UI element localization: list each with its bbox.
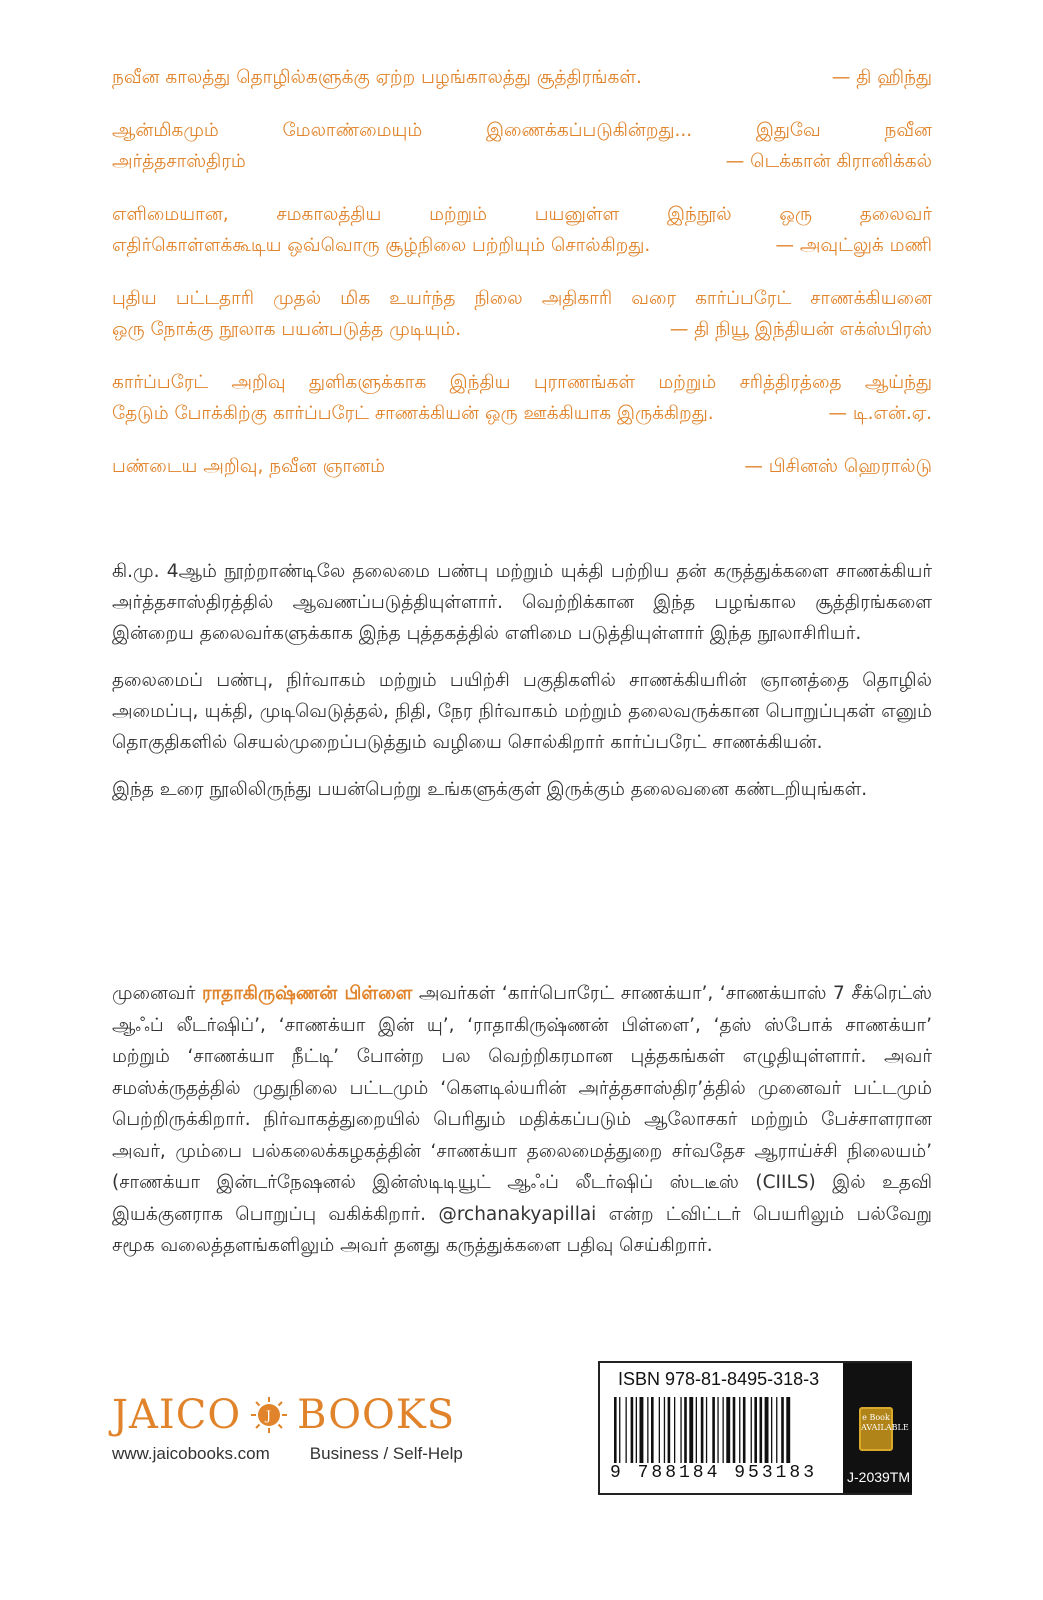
barcode-bar xyxy=(689,1397,693,1463)
barcode-bar xyxy=(771,1397,772,1463)
barcode-bar xyxy=(631,1397,634,1463)
svg-text:J: J xyxy=(266,1409,273,1424)
logo-text-right: BOOKS xyxy=(297,1392,456,1438)
ebook-panel xyxy=(843,1363,912,1493)
barcode-bar xyxy=(765,1397,769,1463)
review-quote: புதிய பட்டதாரி முதல் மிக உயர்ந்த நிலை அதிகாரி வரை கார்ப்பரேட் சாணக்கியனை xyxy=(112,288,932,309)
barcode-bar xyxy=(776,1397,777,1463)
barcode-bar xyxy=(786,1397,790,1463)
barcode-bar xyxy=(726,1397,730,1463)
synopsis-paragraph: இந்த உரை நூலிலிருந்து பயன்பெற்று உங்களுக்குள் இருக்கும் தலைவனை கண்டறியுங்கள். xyxy=(112,779,868,800)
catalog-code: J-2039TM xyxy=(847,1469,911,1485)
reviews-section xyxy=(112,62,932,504)
ebook-available-icon: e Book AVAILABLE xyxy=(859,1407,893,1451)
isbn-barcode-box xyxy=(598,1361,912,1495)
barcode-bar xyxy=(754,1397,757,1463)
review-item xyxy=(112,62,932,93)
sun-logo-icon xyxy=(249,1395,289,1435)
publisher-block xyxy=(112,1392,512,1464)
review-item xyxy=(112,367,932,429)
barcode-bar xyxy=(739,1397,740,1463)
publisher-info xyxy=(112,1444,512,1464)
barcode-bar xyxy=(743,1397,746,1463)
barcode-bar xyxy=(626,1397,627,1463)
review-source: — பிசினஸ் ஹெரால்டு xyxy=(744,456,932,477)
barcode-bar xyxy=(696,1397,697,1463)
barcode-bar xyxy=(684,1397,687,1463)
barcode-bar xyxy=(723,1397,724,1463)
barcode-bar xyxy=(706,1397,707,1463)
barcode-bar xyxy=(640,1397,644,1463)
barcode-bar xyxy=(674,1397,675,1463)
synopsis-section xyxy=(112,556,932,821)
barcode-bar xyxy=(619,1397,620,1463)
review-item xyxy=(112,115,932,177)
review-quote: தேடும் போக்கிற்கு கார்ப்பரேட் சாணக்கியன் ஒரு ஊக்கியாக இருக்கிறது. xyxy=(112,403,714,424)
logo-text-left: JAICO xyxy=(112,1392,242,1438)
barcode-digits: 9 788184 953183 xyxy=(610,1463,818,1483)
bio-text: அவர்கள் ‘கார்பொரேட் சாணக்யா’, ‘சாணக்யாஸ் 7 சீக்ரெட்ஸ் ஆஃப் லீடர்ஷிப்’, ‘சாணக்யா இன் யு’, ‘ராதாகிருஷ்ணன் பிள்ளை’, ‘தஸ் ஸ்போக் சாணக்யா’ மற்றும் ‘சாணக்யா நீட்டி’ போன்ற பல வெற்றிகரமான புத்தகங்கள் எழுதியுள்ளார். அவர் சமஸ்க்ருதத்தில் முதுநிலை பட்டமும் ‘கௌடில்யரின் அர்த்தசாஸ்திர’த்தில் முனைவர் பட்டமும் பெற்றிருக்கிறார். நிர்வாகத்துறையில் பெரிதும் மதிக்கப்படும் ஆலோசகர் மற்றும் பேச்சாளரான அவர், மும்பை பல்கலைக்கழகத்தின் ‘சாணக்யா தலைமைத்துறை சர்வதேச ஆராய்ச்சி நிலையம்’ (சாணக்யா இன்டர்நேஷனல் இன்ஸ்டிடியூட் ஆஃப் லீடர்ஷிப் ஸ்டடீஸ் (CIILS) இல் உதவி இயக்குனராக பொறுப்பு வகிக்கிறார். @rchanakyapillai என்ற ட்விட்டர் பெயரிலும் பல்வேறு சமூக வலைத்தளங்களிலும் அவர் தனது கருத்துக்களை பதிவு செய்கிறார். xyxy=(112,983,932,1256)
barcode-bar xyxy=(717,1397,718,1463)
barcode-bar xyxy=(668,1397,671,1463)
barcode-bar xyxy=(733,1397,736,1463)
review-quote: பண்டைய அறிவு, நவீன ஞானம் xyxy=(112,456,385,477)
review-source: — அவுட்லுக் மணி xyxy=(775,235,932,256)
review-source: — டி.என்.ஏ. xyxy=(828,403,932,424)
review-quote: ஆன்மிகமும் மேலாண்மையும் இணைக்கப்படுகின்றது... இதுவே நவீன xyxy=(112,120,932,141)
barcode-bar xyxy=(712,1397,715,1463)
review-item xyxy=(112,283,932,345)
review-source: — தி ஹிந்து xyxy=(831,67,932,88)
barcode-bar xyxy=(701,1397,704,1463)
synopsis-paragraph: கி.மு. 4ஆம் நூற்றாண்டிலே தலைமை பண்பு மற்றும் யுக்தி பற்றிய தன் கருத்துக்களை சாணக்கியர் அர்த்தசாஸ்திரத்தில் ஆவணப்படுத்தியுள்ளார். வெற்றிக்கான இந்த பழங்கால சூத்திரங்களை இன்றைய தலைவர்களுக்காக இந்த புத்தகத்தில் எளிமை படுத்தியுள்ளார் இந்த நூலாசிரியர். xyxy=(112,561,932,644)
review-quote: கார்ப்பரேட் அறிவு துளிகளுக்காக இந்திய புராணங்கள் மற்றும் சரித்திரத்தை ஆய்ந்து xyxy=(112,372,932,393)
review-source: — டெக்கான் கிரானிக்கல் xyxy=(725,151,932,172)
barcode-bar xyxy=(636,1397,637,1463)
barcode-bar xyxy=(614,1397,617,1463)
publisher-website[interactable]: www.jaicobooks.com xyxy=(112,1444,270,1463)
barcode-bar xyxy=(664,1397,665,1463)
author-bio xyxy=(112,978,932,1262)
review-quote: நவீன காலத்து தொழில்களுக்கு ஏற்ற பழங்காலத்து சூத்திரங்கள். xyxy=(112,67,642,88)
barcode-bar xyxy=(651,1397,654,1463)
review-item xyxy=(112,199,932,261)
barcode-bar xyxy=(647,1397,648,1463)
barcode-bar xyxy=(781,1397,784,1463)
author-name: ராதாகிருஷ்ணன் பிள்ளை xyxy=(201,983,413,1004)
synopsis-paragraph: தலைமைப் பண்பு, நிர்வாகம் மற்றும் பயிற்சி பகுதிகளில் சாணக்கியரின் ஞானத்தை தொழில் அமைப்பு, யுக்தி, முடிவெடுத்தல், நிதி, நேர நிர்வாகம் மற்றும் தலைவருக்கான பொறுப்புகள் எனும் தொகுதிகளில் செயல்முறைப்படுத்தும் வழியை சொல்கிறார் கார்ப்பரேட் சாணக்கியன். xyxy=(112,670,932,753)
review-quote: ஒரு நோக்கு நூலாக பயன்படுத்த முடியும். xyxy=(112,319,462,340)
review-quote: எதிர்கொள்ளக்கூடிய ஒவ்வொரு சூழ்நிலை பற்றியும் சொல்கிறது. xyxy=(112,235,651,256)
bio-prefix: முனைவர் xyxy=(112,983,202,1004)
isbn-label: ISBN 978-81-8495-318-3 xyxy=(618,1369,820,1389)
barcode-icon xyxy=(612,1397,840,1471)
barcode-bar xyxy=(751,1397,752,1463)
barcode-bar xyxy=(659,1397,660,1463)
publisher-logo xyxy=(112,1392,512,1438)
review-quote: அர்த்தசாஸ்திரம் xyxy=(112,151,246,172)
barcode-bar xyxy=(680,1397,681,1463)
review-quote: எளிமையான, சமகாலத்திய மற்றும் பயனுள்ள இந்நூல் ஒரு தலைவர் xyxy=(112,204,932,225)
review-item xyxy=(112,451,932,482)
barcode-bar xyxy=(760,1397,763,1463)
book-category: Business / Self-Help xyxy=(309,1444,463,1463)
review-source: — தி நியூ இந்தியன் எக்ஸ்பிரஸ் xyxy=(669,319,932,340)
